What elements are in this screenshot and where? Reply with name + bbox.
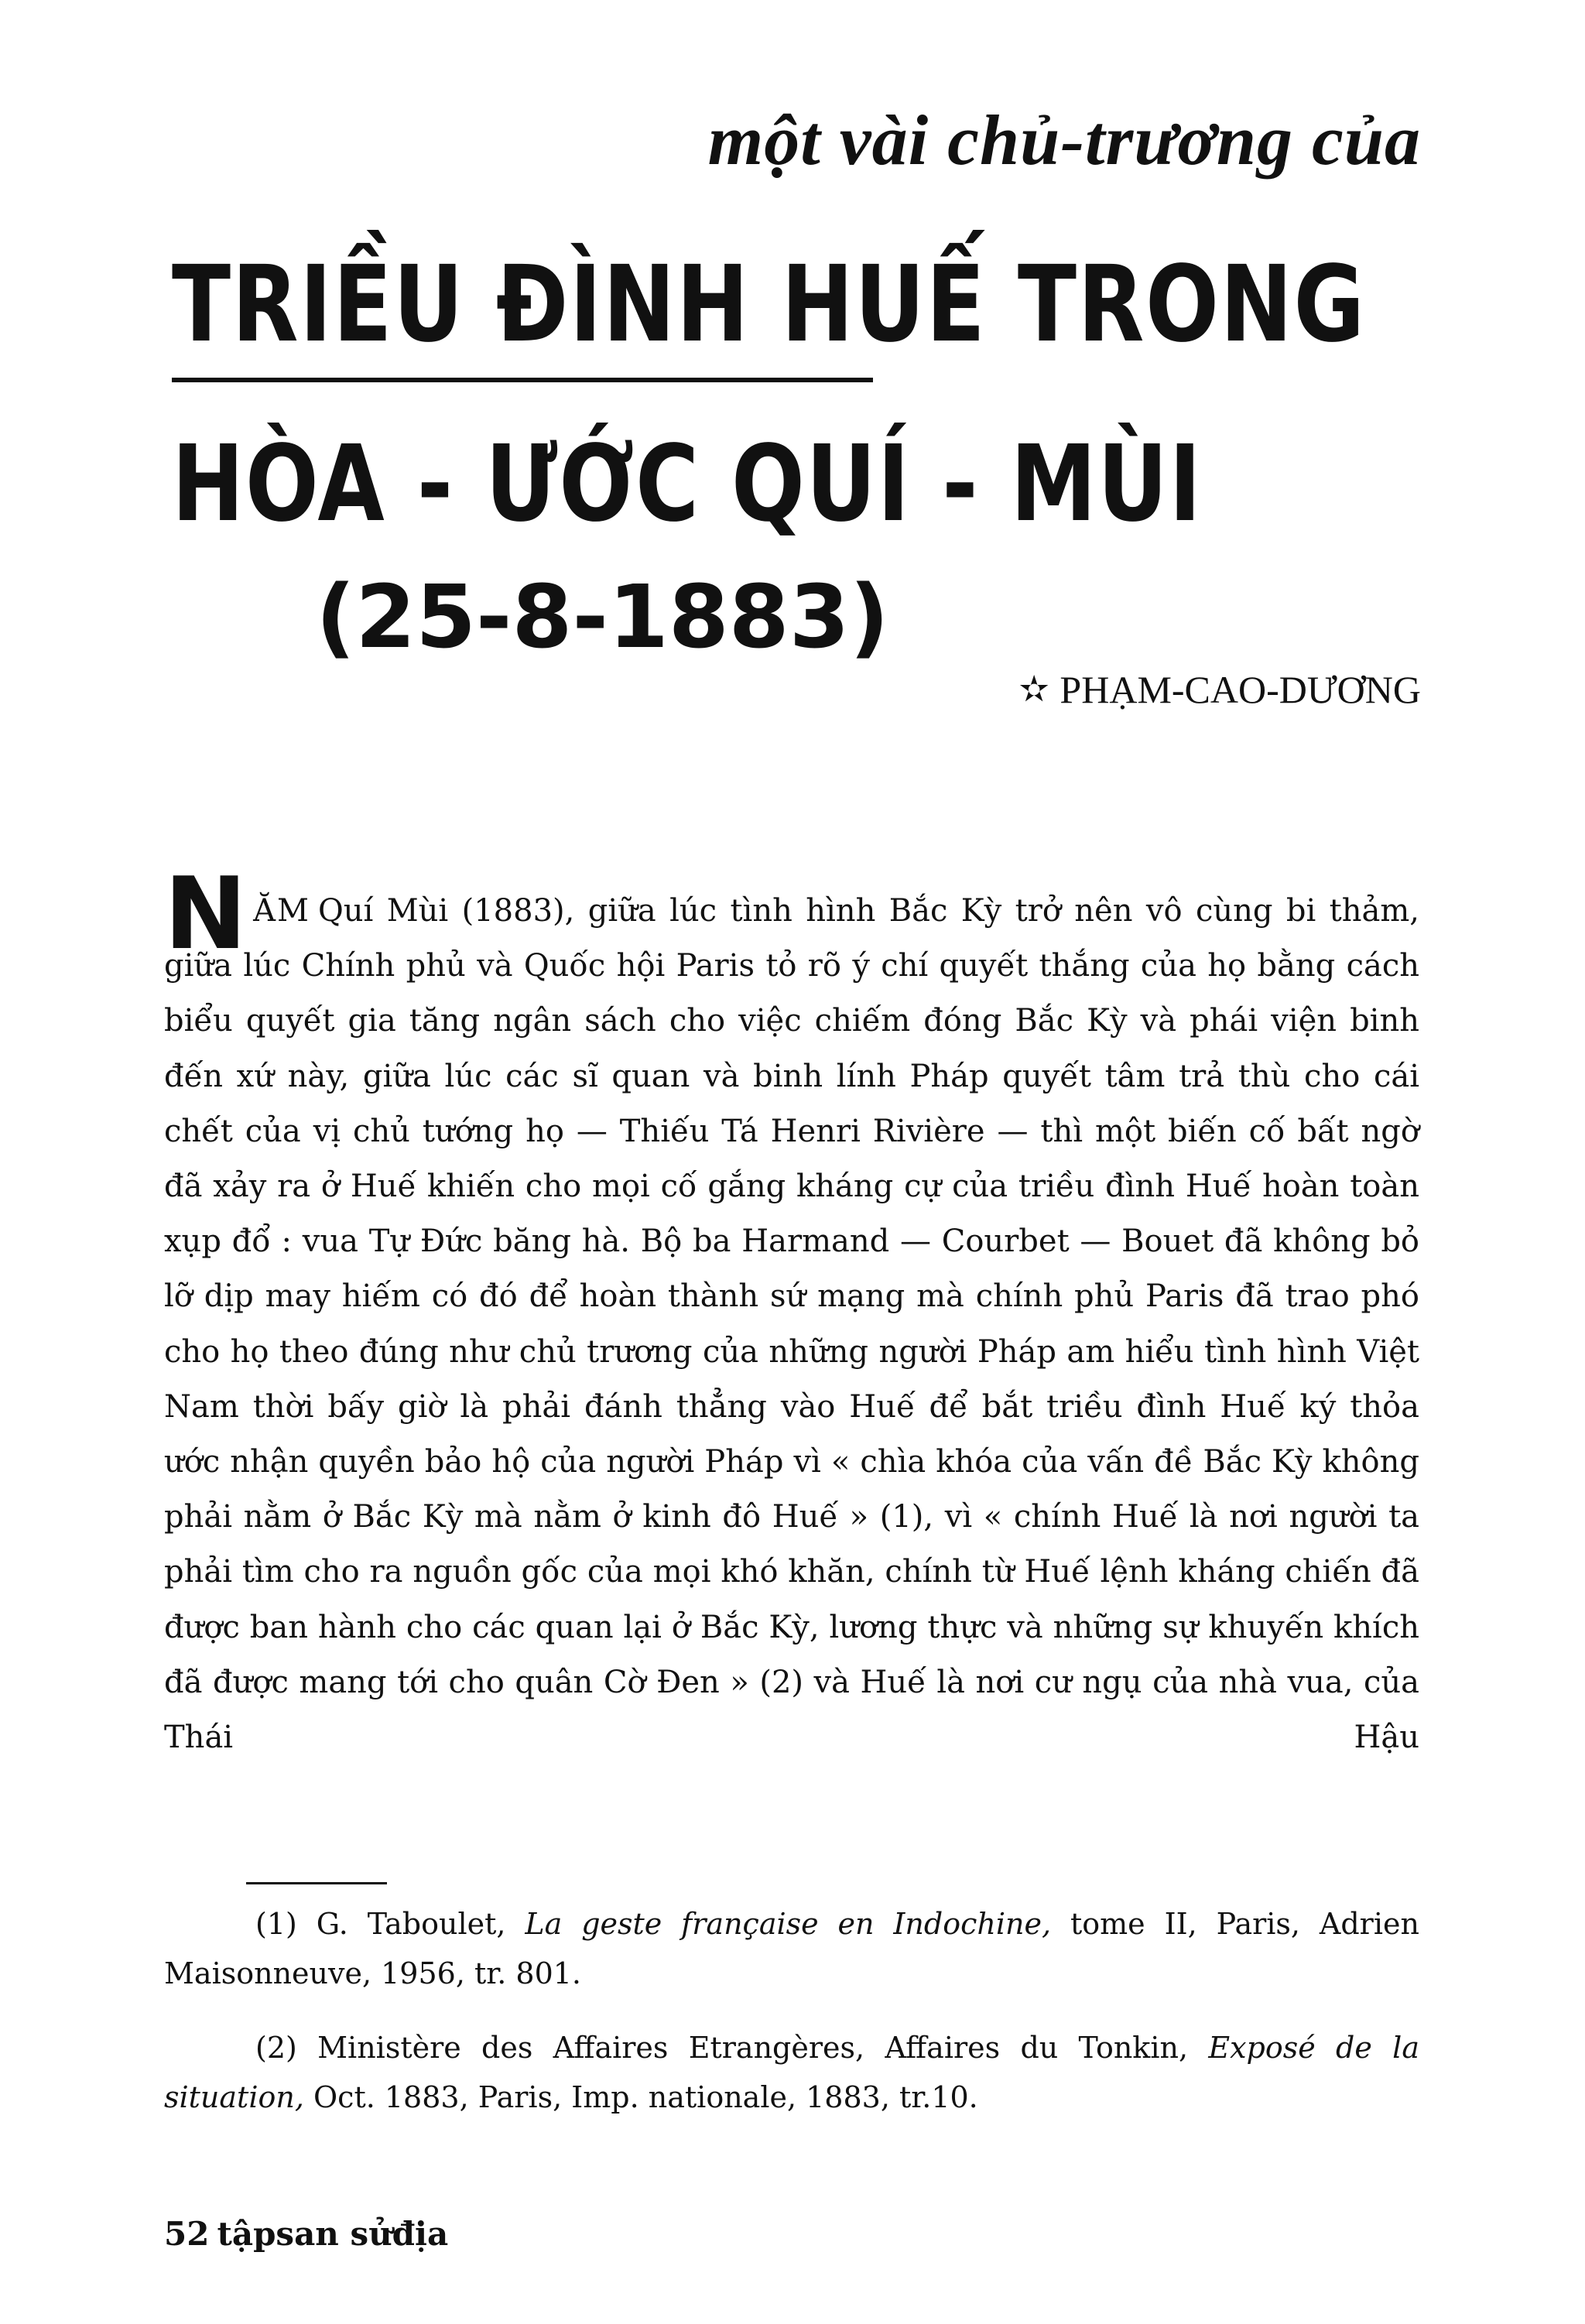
- page-number: 52: [164, 2215, 210, 2253]
- article-title-line-2: HÒA - ƯỚC QUÍ - MÙI: [172, 423, 1203, 546]
- publication-name: tậpsan sửđịa: [217, 2215, 449, 2253]
- article-body: [164, 857, 1419, 1765]
- author-byline: [1019, 667, 1421, 712]
- footnote-1: [164, 1899, 1419, 1998]
- footnote-1-lead: (1) G. Taboulet,: [255, 1907, 506, 1941]
- drop-cap: N: [164, 857, 248, 972]
- footnote-2-title: Exposé de la situation,: [164, 2031, 1419, 2114]
- article-kicker: một vài chủ-trương của: [707, 101, 1421, 180]
- footnote-1-rest: tome II, Paris, Adrien Maisonneuve, 1956, tr. 801.: [164, 1907, 1419, 1990]
- footnote-divider: [246, 1882, 387, 1884]
- body-paragraph: Quí Mùi (1883), giữa lúc tình hình Bắc Kỳ trở nên vô cùng bi thảm, giữa lúc Chính phủ và Quốc hội Paris tỏ rõ ý chí quyết thắng của họ bằng cách biểu quyết gia tăng ngân sách cho việc chiếm đóng Bắc Kỳ và phái viện binh đến xứ này, giữa lúc các sĩ quan và binh lính Pháp quyết tâm trả thù cho cái chết của vị chủ tướng họ — Thiếu Tá Henri Rivière — thì một biến cố bất ngờ đã xảy ra ở Huế khiến cho mọi cố gắng kháng cự của triều đình Huế hoàn toàn xụp đổ : vua Tự Đức băng hà. Bộ ba Harmand — Courbet — Bouet đã không bỏ lỡ dịp may hiếm có đó để hoàn thành sứ mạng mà chính phủ Paris đã trao phó cho họ theo đúng như chủ trương của những người Pháp am hiểu tình hình Việt Nam thời bấy giờ là phải đánh thẳng vào Huế để bắt triều đình Huế ký thỏa ước nhận quyền bảo hộ của người Pháp vì « chìa khóa của vấn đề Bắc Kỳ không phải nằm ở Bắc Kỳ mà nằm ở kinh đô Huế » (1), vì « chính Huế là nơi người ta phải tìm cho ra nguồn gốc của mọi khó khăn, chính từ Huế lệnh kháng chiến đã được ban hành cho các quan lại ở Bắc Kỳ, lương thực và những sự khuyến khích đã được mang tới cho quân Cờ Đen » (2) và Huế là nơi cư ngụ của nhà vua, của Thái Hậu: [164, 893, 1419, 1756]
- drop-cap-rest: ĂM: [253, 893, 310, 929]
- page-footer: [164, 2215, 448, 2253]
- footnote-2-lead: (2) Ministère des Affaires Etrangères, Affaires du Tonkin,: [255, 2031, 1189, 2065]
- footnote-2-rest: Oct. 1883, Paris, Imp. nationale, 1883, tr.10.: [313, 2080, 978, 2114]
- footnote-2: [164, 2023, 1419, 2122]
- title-underline: [172, 378, 873, 382]
- footnote-1-title: La geste française en Indochine,: [525, 1907, 1052, 1941]
- star-icon: ✫: [1018, 669, 1049, 709]
- author-name: PHẠM-CAO-DƯƠNG: [1060, 668, 1421, 711]
- article-title-line-1: TRIỀU ĐÌNH HUẾ TRONG: [172, 244, 1366, 366]
- article-title-date: (25-8-1883): [316, 567, 889, 668]
